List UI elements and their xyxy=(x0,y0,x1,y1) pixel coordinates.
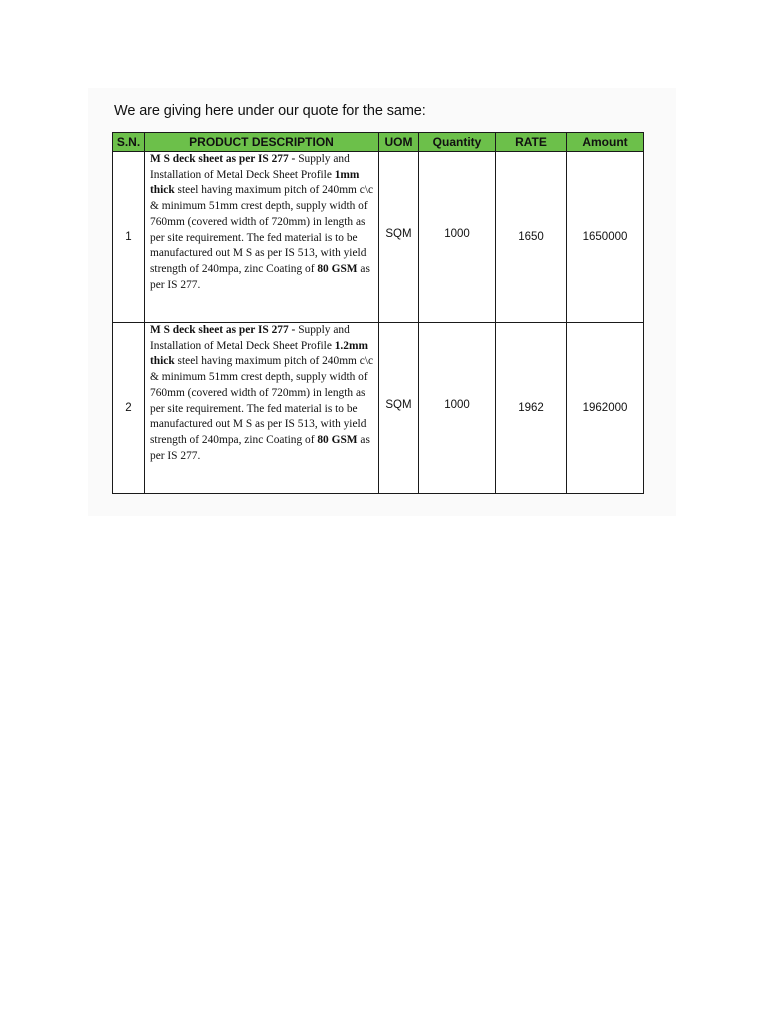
cell-quantity: 1000 xyxy=(419,152,496,323)
quote-table xyxy=(112,132,644,494)
desc-title: M S deck sheet as per IS 277 - xyxy=(150,324,296,336)
intro-text: We are giving here under our quote for the same: xyxy=(114,103,426,119)
table-header-row xyxy=(113,133,644,152)
desc-tail: as per IS 277. xyxy=(150,433,370,462)
desc-title: M S deck sheet as per IS 277 - xyxy=(150,153,296,165)
cell-product-description xyxy=(145,152,379,323)
cell-product-description xyxy=(145,323,379,494)
desc-middle: steel having maximum pitch of 240mm c\c & minimum 51mm crest depth, supply width of 760mm (covered width of 720mm) in length as per site requirement. The fed material is to be manufactured out M S as per IS 513, with yield strength of 240mpa, zinc Coating of xyxy=(150,355,374,446)
cell-amount: 1650000 xyxy=(567,152,644,323)
header-rate: RATE xyxy=(496,133,567,152)
cell-amount: 1962000 xyxy=(567,323,644,494)
header-quantity: Quantity xyxy=(419,133,496,152)
desc-lead: Supply and Installation of Metal Deck Sheet Profile xyxy=(150,324,350,352)
table-row xyxy=(113,152,644,323)
header-product-description: PRODUCT DESCRIPTION xyxy=(145,133,379,152)
desc-coating: 80 GSM xyxy=(317,433,358,446)
table-row xyxy=(113,323,644,494)
desc-thickness: 1.2mm thick xyxy=(150,339,368,368)
header-sn: S.N. xyxy=(113,133,145,152)
header-uom: UOM xyxy=(379,133,419,152)
cell-uom: SQM xyxy=(379,152,419,323)
cell-sn: 1 xyxy=(113,152,145,323)
cell-sn: 2 xyxy=(113,323,145,494)
desc-coating: 80 GSM xyxy=(317,262,358,275)
desc-tail: as per IS 277. xyxy=(150,262,370,291)
desc-lead: Supply and Installation of Metal Deck Sheet Profile xyxy=(150,153,350,181)
cell-rate: 1650 xyxy=(496,152,567,323)
cell-rate: 1962 xyxy=(496,323,567,494)
desc-thickness: 1mm thick xyxy=(150,168,360,197)
desc-middle: steel having maximum pitch of 240mm c\c & minimum 51mm crest depth, supply width of 760mm (covered width of 720mm) in length as per site requirement. The fed material is to be manufactured out M S as per IS 513, with yield strength of 240mpa, zinc Coating of xyxy=(150,184,374,275)
header-amount: Amount xyxy=(567,133,644,152)
cell-uom: SQM xyxy=(379,323,419,494)
cell-quantity: 1000 xyxy=(419,323,496,494)
